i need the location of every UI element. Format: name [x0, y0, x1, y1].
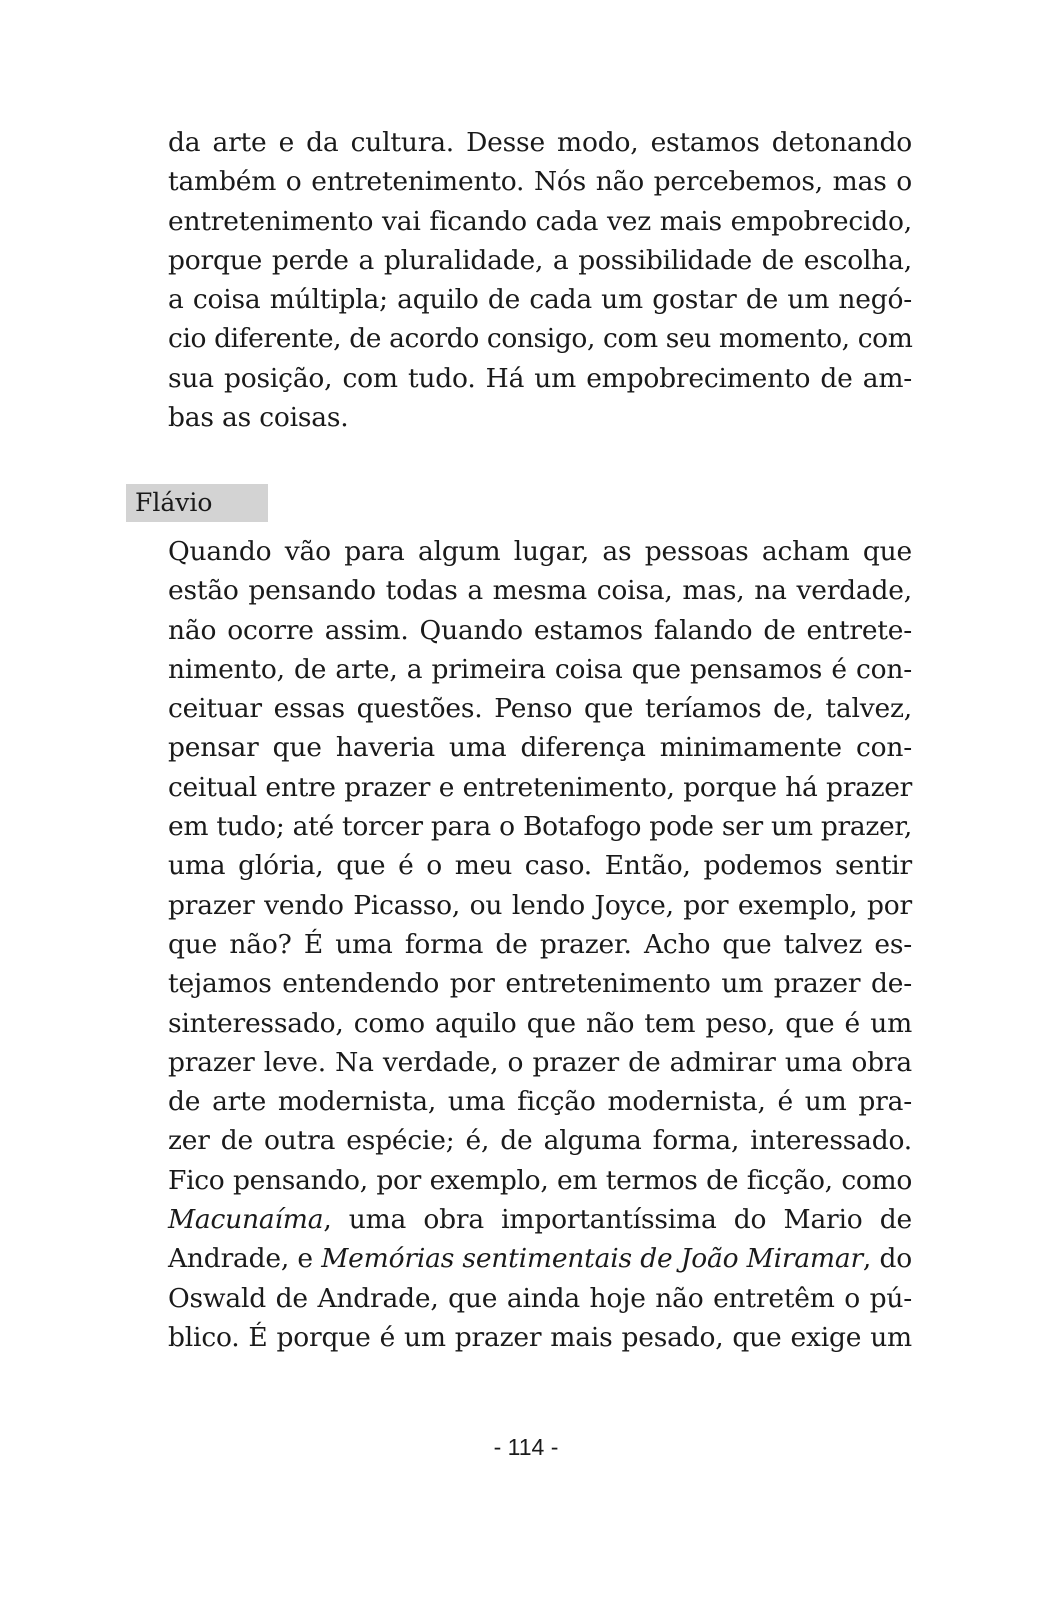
- text-line: Quando vão para algum lugar, as pessoas acham que: [168, 536, 912, 567]
- text-line: que não? É uma forma de prazer. Acho que talvez es-: [168, 928, 912, 960]
- text-fragment: , uma obra importantíssima do Mario de: [323, 1204, 912, 1236]
- text-line: cio diferente, de acordo consigo, com seu momento, com: [168, 323, 913, 355]
- text-line: tejamos entendendo por entretenimento um prazer de-: [168, 968, 912, 1000]
- text-line: também o entretenimento. Nós não percebemos, mas o: [168, 166, 912, 198]
- text-line: em tudo; até torcer para o Botafogo pode ser um prazer,: [168, 811, 912, 843]
- text-line: porque perde a pluralidade, a possibilidade de escolha,: [168, 244, 912, 276]
- text-line-macunaima: [168, 1200, 912, 1239]
- text-line: ceituar essas questões. Penso que teríamos de, talvez,: [168, 693, 912, 725]
- text-line: Oswald de Andrade, que ainda hoje não entretêm o pú-: [168, 1282, 912, 1314]
- text-line: prazer leve. Na verdade, o prazer de admirar uma obra: [168, 1046, 912, 1078]
- text-line: ceitual entre prazer e entretenimento, porque há prazer: [168, 771, 912, 803]
- text-line: prazer vendo Picasso, ou lendo Joyce, por exemplo, por: [168, 889, 912, 921]
- text-line: sua posição, com tudo. Há um empobrecimento de am-: [168, 362, 912, 394]
- text-fragment: , do: [862, 1243, 912, 1275]
- text-line: nimento, de arte, a primeira coisa que pensamos é con-: [168, 653, 912, 685]
- paragraph-1: [168, 123, 912, 437]
- paragraph-2: [168, 532, 912, 1357]
- text-line: blico. É porque é um prazer mais pesado, que exige um: [168, 1321, 912, 1353]
- text-line: a coisa múltipla; aquilo de cada um gostar de um negó-: [168, 284, 912, 316]
- text-line: pensar que haveria uma diferença minimamente con-: [168, 732, 912, 764]
- speaker-label: Flávio: [126, 484, 268, 522]
- text-line: bas as coisas.: [168, 402, 349, 434]
- text-line: sinteressado, como aquilo que não tem peso, que é um: [168, 1007, 912, 1039]
- text-line: entretenimento vai ficando cada vez mais empobrecido,: [168, 205, 912, 237]
- text-line: da arte e da cultura. Desse modo, estamos detonando: [168, 127, 912, 158]
- text-line: de arte modernista, uma ficção modernista, é um pra-: [168, 1086, 912, 1118]
- book-title-macunaima: Macunaíma: [168, 1204, 324, 1236]
- text-line-memorias: [168, 1239, 912, 1278]
- text-line: não ocorre assim. Quando estamos falando de entrete-: [168, 614, 912, 646]
- text-line: estão pensando todas a mesma coisa, mas, na verdade,: [168, 575, 912, 607]
- book-title-memorias: Memórias sentimentais de João Miramar: [321, 1243, 863, 1275]
- page-number: - 114 -: [493, 1434, 559, 1460]
- text-line: Fico pensando, por exemplo, em termos de ficção, como: [168, 1164, 912, 1196]
- text-fragment: Andrade, e: [168, 1243, 322, 1275]
- text-line: uma glória, que é o meu caso. Então, podemos sentir: [168, 850, 912, 882]
- text-line: zer de outra espécie; é, de alguma forma, interessado.: [168, 1125, 912, 1157]
